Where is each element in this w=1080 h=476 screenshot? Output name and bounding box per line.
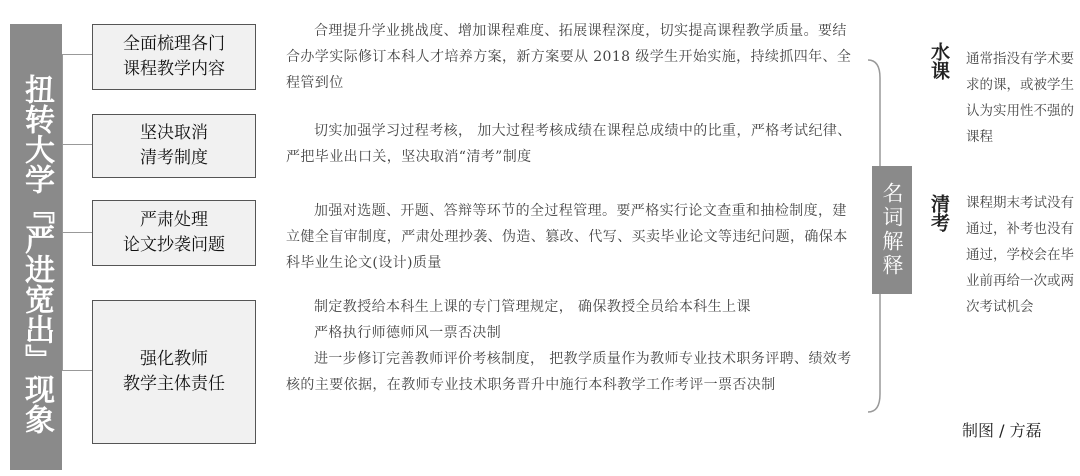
category-box-curriculum <box>92 24 256 90</box>
description-paragraph: 制定教授给本科生上课的专门管理规定， 确保教授全员给本科生上课 <box>314 299 751 315</box>
credit: 制图 / 方磊 <box>962 421 1042 440</box>
glossary-term-shuike: 水课 <box>928 42 950 80</box>
category-label-line2: 清考制度 <box>140 148 208 168</box>
category-label-line2: 课程教学内容 <box>123 59 225 79</box>
category-label-line2: 论文抄袭问题 <box>123 235 225 255</box>
category-label-line2: 教学主体责任 <box>123 374 225 394</box>
description-paragraph: 切实加强学习过程考核， 加大过程考核成绩在课程总成绩中的比重，严格考试纪律、严把毕业出口关，坚决取消“清考”制度 <box>286 123 852 165</box>
category-label-line1: 全面梳理各门 <box>123 34 225 55</box>
description-paragraph: 合理提升学业挑战度、增加课程难度、拓展课程深度，切实提高课程教学质量。要结合办学实际修订本科人才培养方案，新方案要从 2018 级学生开始实施，持续抓四年、全程管到位 <box>286 23 852 91</box>
description-plagiarism <box>286 198 858 276</box>
connector-vertical <box>62 54 63 370</box>
category-label-line1: 严肃处理 <box>140 210 208 231</box>
side-title-bar <box>10 24 62 470</box>
description-paragraph: 严格执行师德师风一票否决制 <box>314 325 502 341</box>
description-teacher-responsibility <box>286 294 858 398</box>
connector-2 <box>62 144 92 145</box>
side-title: 扭转大学『严进宽出』现象 <box>18 74 54 434</box>
connector-1 <box>62 54 92 55</box>
connector-4 <box>62 370 92 371</box>
description-paragraph: 加强对选题、开题、答辩等环节的全过程管理。要严格实行论文查重和抽检制度，建立健全盲审制度，严肃处理抄袭、伪造、篡改、代写、买卖毕业论文等违纪问题，确保本科毕业生论文(设计)质量 <box>286 203 848 271</box>
description-curriculum <box>286 18 858 96</box>
glossary-definition-shuike: 通常指没有学术要求的课，或被学生认为实用性不强的课程 <box>966 51 1074 145</box>
glossary-term-qingkao: 清考 <box>928 194 950 232</box>
category-box-plagiarism <box>92 200 256 266</box>
category-box-teacher-responsibility <box>92 300 256 444</box>
connector-3 <box>62 232 92 233</box>
category-box-makeup-exam <box>92 114 256 178</box>
category-label-line1: 坚决取消 <box>140 123 208 144</box>
glossary-title-box <box>872 166 912 294</box>
description-makeup-exam <box>286 118 858 170</box>
description-paragraph: 进一步修订完善教师评价考核制度， 把教学质量作为教师专业技术职务评聘、绩效考核的主要依据，在教师专业技术职务晋升中施行本科教学工作考评一票否决制 <box>286 351 852 393</box>
category-label-line1: 强化教师 <box>140 349 208 370</box>
glossary-title: 名词解释 <box>880 182 904 278</box>
glossary-definition-qingkao: 课程期末考试没有通过，补考也没有通过，学校会在毕业前再给一次或两次考试机会 <box>966 195 1074 315</box>
